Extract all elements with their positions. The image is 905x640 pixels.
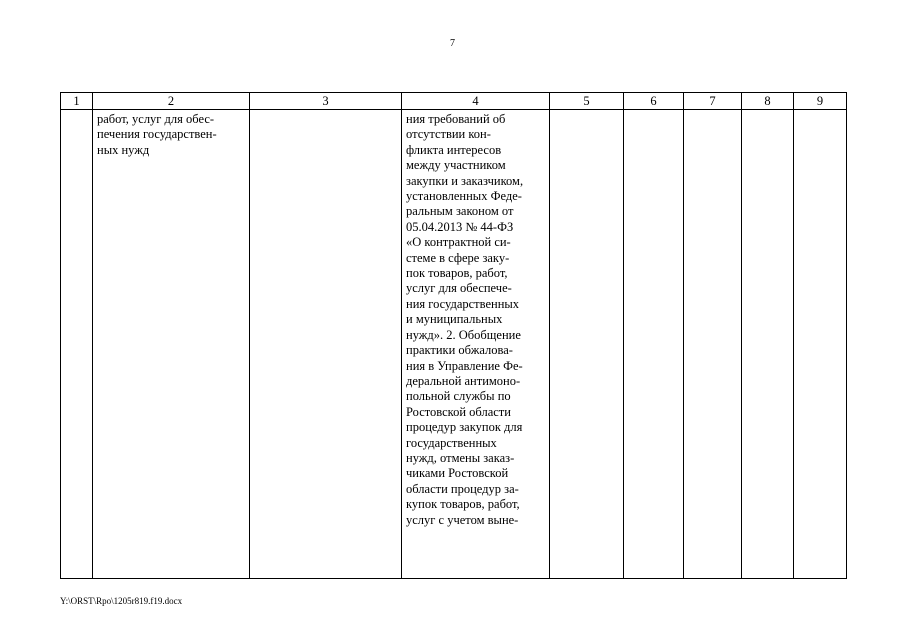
cell-col8-text <box>742 110 793 112</box>
cell-col1 <box>61 110 93 579</box>
table-header-row <box>61 93 847 110</box>
cell-col3 <box>250 110 402 579</box>
table-row <box>61 110 847 579</box>
cell-col4-text: ния требований об отсутствии кон- фликта интересов между участником закупки и заказчиком, установленных Феде- ральным законом от 05.04.2013 № 44-ФЗ «О контрактной си- стеме в сфере заку- пок товаров, работ, услуг для обеспече- ния государственных и муниципальных нужд». 2. Обобщение практики обжалова- ния в Управление Фе- деральной антимоно- польной службы по Ростовской области процедур закупок для государственных нужд, отмены заказ- чиками Ростовской области процедур за- купок товаров, работ, услуг с учетом выне- <box>406 112 524 527</box>
cell-col1-text <box>61 110 92 112</box>
footer-file-path: Y:\ORST\Rpo\1205r819.f19.docx <box>60 596 183 606</box>
cell-col3-text <box>250 110 401 112</box>
column-header-7: 7 <box>684 93 742 110</box>
column-header-2: 2 <box>93 93 250 110</box>
cell-col2-text: работ, услуг для обес- печения государствен- ных нужд <box>97 112 217 157</box>
cell-col8 <box>742 110 794 579</box>
column-header-4: 4 <box>402 93 550 110</box>
cell-col4 <box>402 110 550 579</box>
cell-col7 <box>684 110 742 579</box>
column-header-6: 6 <box>624 93 684 110</box>
cell-col6 <box>624 110 684 579</box>
column-header-8: 8 <box>742 93 794 110</box>
data-table <box>60 92 847 579</box>
cell-col7-text <box>684 110 741 112</box>
cell-col9 <box>794 110 847 579</box>
cell-col2 <box>93 110 250 579</box>
column-header-3: 3 <box>250 93 402 110</box>
cell-col9-text <box>794 110 846 112</box>
column-header-5: 5 <box>550 93 624 110</box>
cell-col5 <box>550 110 624 579</box>
column-header-1: 1 <box>61 93 93 110</box>
column-header-9: 9 <box>794 93 847 110</box>
cell-col6-text <box>624 110 683 112</box>
cell-col5-text <box>550 110 623 112</box>
page-number: 7 <box>450 38 455 49</box>
